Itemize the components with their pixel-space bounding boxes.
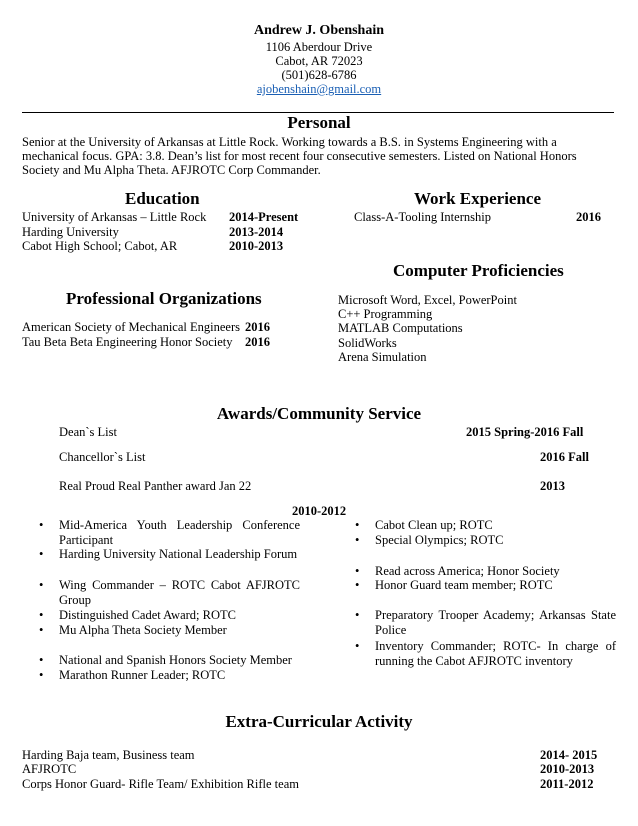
education-school: Cabot High School; Cabot, AR bbox=[22, 239, 178, 253]
activity-years: 2011-2012 bbox=[540, 777, 594, 791]
personal-line: Senior at the University of Arkansas at Little Rock. Working towards a B.S. in Systems Engineering with a bbox=[22, 135, 557, 149]
award-bullet: • Marathon Runner Leader; ROTC bbox=[59, 668, 300, 683]
award-bullet: • Harding University National Leadership Forum bbox=[59, 547, 300, 562]
address-line-2: Cabot, AR 72023 bbox=[275, 54, 363, 68]
award-bullet: • National and Spanish Honors Society Member bbox=[59, 653, 300, 668]
computer-heading: Computer Proficiencies bbox=[393, 261, 564, 280]
personal-heading: Personal bbox=[287, 113, 351, 132]
organization-year: 2016 bbox=[245, 320, 270, 334]
education-heading: Education bbox=[125, 189, 200, 208]
award-name: Dean`s List bbox=[59, 425, 117, 439]
computer-item: C++ Programming bbox=[338, 307, 433, 321]
award-bullet: • Preparatory Trooper Academy; Arkansas State Police bbox=[375, 608, 616, 637]
applicant-name: Andrew J. Obenshain bbox=[253, 23, 385, 38]
address-line-1: 1106 Aberdour Drive bbox=[265, 40, 373, 54]
work-heading: Work Experience bbox=[414, 189, 542, 208]
computer-item: Arena Simulation bbox=[338, 350, 427, 364]
extracurricular-heading: Extra-Curricular Activity bbox=[225, 712, 413, 731]
award-bullet: • Honor Guard team member; ROTC bbox=[375, 578, 616, 593]
activity-name: Corps Honor Guard- Rifle Team/ Exhibition Rifle team bbox=[22, 777, 299, 791]
organizations-heading: Professional Organizations bbox=[66, 289, 262, 308]
activity-years: 2010-2013 bbox=[540, 762, 595, 776]
award-when: 2013 bbox=[540, 479, 565, 493]
award-when: 2016 Fall bbox=[540, 450, 589, 464]
organization-name: American Society of Mechanical Engineers bbox=[22, 320, 240, 334]
award-bullet: • Mid-America Youth Leadership Conference Participant bbox=[59, 518, 300, 547]
personal-line: Society and Mu Alpha Theta. AFJROTC Corp Commander. bbox=[22, 163, 321, 177]
award-bullet: • Read across America; Honor Society bbox=[375, 564, 616, 579]
personal-line: mechanical focus. GPA: 3.8. Dean’s list for most recent four consecutive semesters. Listed on National Honors bbox=[22, 149, 577, 163]
organization-name: Tau Beta Beta Engineering Honor Society bbox=[22, 335, 233, 349]
email-link[interactable]: ajobenshain@gmail.com bbox=[256, 82, 382, 96]
award-bullet: • Special Olympics; ROTC bbox=[375, 533, 616, 548]
activity-name: AFJROTC bbox=[22, 762, 77, 776]
work-title: Class-A-Tooling Internship bbox=[354, 210, 491, 224]
education-years: 2013-2014 bbox=[229, 225, 284, 239]
computer-item: MATLAB Computations bbox=[338, 321, 463, 335]
work-year: 2016 bbox=[576, 210, 601, 224]
education-school: University of Arkansas – Little Rock bbox=[22, 210, 207, 224]
organization-year: 2016 bbox=[245, 335, 270, 349]
computer-item: SolidWorks bbox=[338, 336, 397, 350]
award-name: Real Proud Real Panther award Jan 22 bbox=[59, 479, 252, 493]
awards-heading: Awards/Community Service bbox=[216, 404, 422, 423]
education-school: Harding University bbox=[22, 225, 119, 239]
award-bullet: • Distinguished Cadet Award; ROTC bbox=[59, 608, 300, 623]
award-bullet: • Wing Commander – ROTC Cabot AFJROTC Group bbox=[59, 578, 300, 607]
education-years: 2014-Present bbox=[229, 210, 299, 224]
education-years: 2010-2013 bbox=[229, 239, 284, 253]
awards-period: 2010-2012 bbox=[292, 504, 347, 518]
activity-years: 2014- 2015 bbox=[540, 748, 598, 762]
activity-name: Harding Baja team, Business team bbox=[22, 748, 195, 762]
award-when: 2015 Spring-2016 Fall bbox=[466, 425, 584, 439]
award-bullet: • Cabot Clean up; ROTC bbox=[375, 518, 616, 533]
computer-item: Microsoft Word, Excel, PowerPoint bbox=[338, 293, 517, 307]
phone-number: (501)628-6786 bbox=[281, 68, 357, 82]
award-bullet: • Mu Alpha Theta Society Member bbox=[59, 623, 300, 638]
award-bullet: • Inventory Commander; ROTC- In charge of running the Cabot AFJROTC inventory bbox=[375, 639, 616, 668]
award-name: Chancellor`s List bbox=[59, 450, 146, 464]
